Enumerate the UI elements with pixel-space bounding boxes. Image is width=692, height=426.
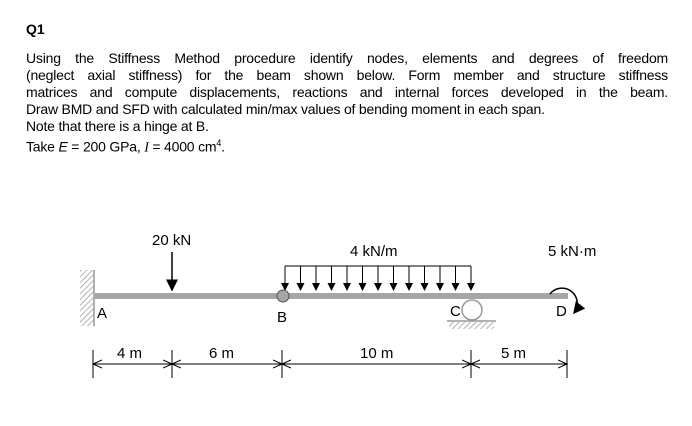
given-values: Take E = 200 GPa, I = 4000 $cm^4$. (26, 137, 225, 156)
roller-support-c (462, 300, 482, 320)
distributed-load (285, 266, 471, 290)
question-label: Q1 (26, 21, 45, 37)
question-line: Draw BMD and SFD with calculated min/max values of bending moment in each span. (26, 100, 545, 117)
beam (95, 293, 568, 299)
span-label: 4 m (117, 345, 143, 362)
span-label: 5 m (501, 345, 527, 362)
moment-label: 5 kN·m (548, 243, 597, 260)
node-label-d: D (556, 303, 567, 320)
question-line: Using the Stiffness Method procedure identify nodes, elements and degrees of freedom (26, 50, 668, 66)
fixed-support-hatch (80, 270, 94, 326)
distributed-load-label: 4 kN/m (350, 243, 398, 260)
span-label: 10 m (360, 345, 394, 362)
hinge-b (277, 290, 289, 302)
ground-hatch (449, 322, 494, 329)
question-line: matrices and compute displacements, reactions and internal forces developed in the beam. (26, 83, 668, 100)
span-label: 6 m (209, 345, 235, 362)
node-label-b: B (277, 309, 288, 326)
question-line: Note that there is a hinge at B. (26, 117, 209, 134)
dimension-lines (93, 350, 567, 378)
question-line: (neglect axial stiffness) for the beam shown below. Form member and structure stiffness (26, 66, 668, 83)
node-label-c: C (450, 303, 461, 320)
node-label-a: A (97, 305, 108, 322)
point-load-label: 20 kN (152, 232, 192, 249)
